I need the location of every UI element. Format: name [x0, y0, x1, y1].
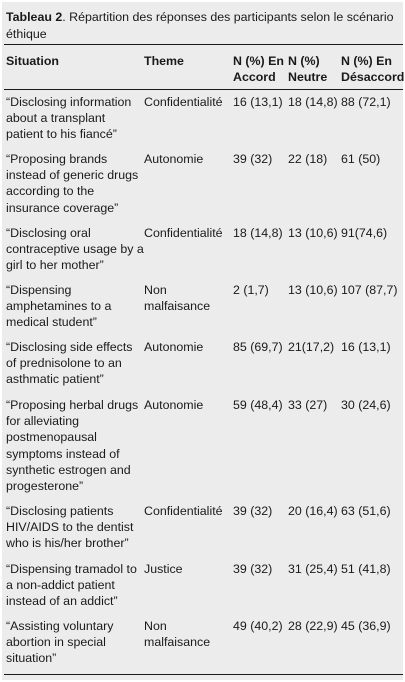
cell-neutre: 22 (18)	[288, 152, 328, 166]
cell-neutre: 33 (27)	[288, 398, 328, 412]
bottom-rule	[4, 674, 403, 675]
header-accord: N (%) En Accord	[233, 54, 284, 85]
header-desaccord: N (%) En Désaccord	[341, 54, 405, 85]
top-rule	[4, 44, 403, 45]
cell-desaccord: 16 (13,1)	[341, 340, 391, 354]
cell-situation: “Disclosing side effects of prednisolone to an asthmatic patient”	[6, 340, 133, 387]
cell-desaccord: 45 (36,9)	[341, 619, 391, 633]
cell-theme: Confidentialité	[144, 504, 223, 518]
cell-accord: 2 (1,7)	[233, 283, 269, 297]
cell-situation: “Assisting voluntary abortion in special situation”	[6, 619, 114, 666]
cell-neutre: 21(17,2)	[288, 340, 335, 354]
cell-situation: “Proposing brands instead of generic drugs according to the insurance coverage”	[6, 152, 139, 215]
cell-desaccord: 107 (87,7)	[341, 283, 398, 297]
header-neutre: N (%) Neutre	[288, 54, 328, 85]
cell-theme: Non malfaisance	[144, 283, 211, 314]
cell-theme: Autonomie	[144, 398, 204, 412]
cell-situation: “Disclosing oral contraceptive usage by a girl to her mother”	[6, 226, 144, 273]
cell-theme: Non malfaisance	[144, 619, 211, 650]
cell-situation: “Dispensing tramadol to a non-addict patient instead of an addict”	[6, 562, 137, 609]
cell-desaccord: 30 (24,6)	[341, 398, 391, 412]
cell-accord: 16 (13,1)	[233, 95, 283, 109]
table-caption	[6, 9, 401, 43]
cell-desaccord: 63 (51,6)	[341, 504, 391, 518]
cell-neutre: 20 (16,4)	[288, 504, 338, 518]
cell-accord: 18 (14,8)	[233, 226, 283, 240]
cell-desaccord: 51 (41,8)	[341, 562, 391, 576]
cell-neutre: 31 (25,4)	[288, 562, 338, 576]
cell-accord: 85 (69,7)	[233, 340, 283, 354]
cell-neutre: 28 (22,9)	[288, 619, 338, 633]
cell-situation: “Disclosing information about a transplant patient to his fiancé”	[6, 95, 132, 142]
header-situation: Situation	[6, 54, 59, 68]
cell-situation: “Disclosing patients HIV/AIDS to the dentist who is his/her brother”	[6, 504, 134, 551]
cell-neutre: 13 (10,6)	[288, 226, 338, 240]
table-caption-label: Tableau 2	[6, 10, 63, 24]
cell-theme: Autonomie	[144, 152, 204, 166]
cell-neutre: 13 (10,6)	[288, 283, 338, 297]
cell-theme: Autonomie	[144, 340, 204, 354]
cell-theme: Justice	[144, 562, 183, 576]
cell-desaccord: 91(74,6)	[341, 226, 388, 240]
cell-theme: Confidentialité	[144, 226, 223, 240]
cell-neutre: 18 (14,8)	[288, 95, 338, 109]
cell-accord: 39 (32)	[233, 152, 273, 166]
table-caption-text: . Répartition des réponses des participants selon le scénario éthique	[6, 10, 394, 41]
cell-accord: 59 (48,4)	[233, 398, 283, 412]
cell-situation: “Proposing herbal drugs for alleviating postmenopausal symptoms instead of synthetic estrogen and progesterone”	[6, 398, 139, 494]
header-theme: Theme	[144, 54, 184, 68]
table-panel	[2, 2, 403, 680]
cell-desaccord: 61 (50)	[341, 152, 381, 166]
cell-accord: 39 (32)	[233, 562, 273, 576]
cell-theme: Confidentialité	[144, 95, 223, 109]
header-rule	[4, 89, 403, 90]
cell-accord: 49 (40,2)	[233, 619, 283, 633]
cell-accord: 39 (32)	[233, 504, 273, 518]
cell-desaccord: 88 (72,1)	[341, 95, 391, 109]
cell-situation: “Dispensing amphetamines to a medical student”	[6, 283, 112, 330]
